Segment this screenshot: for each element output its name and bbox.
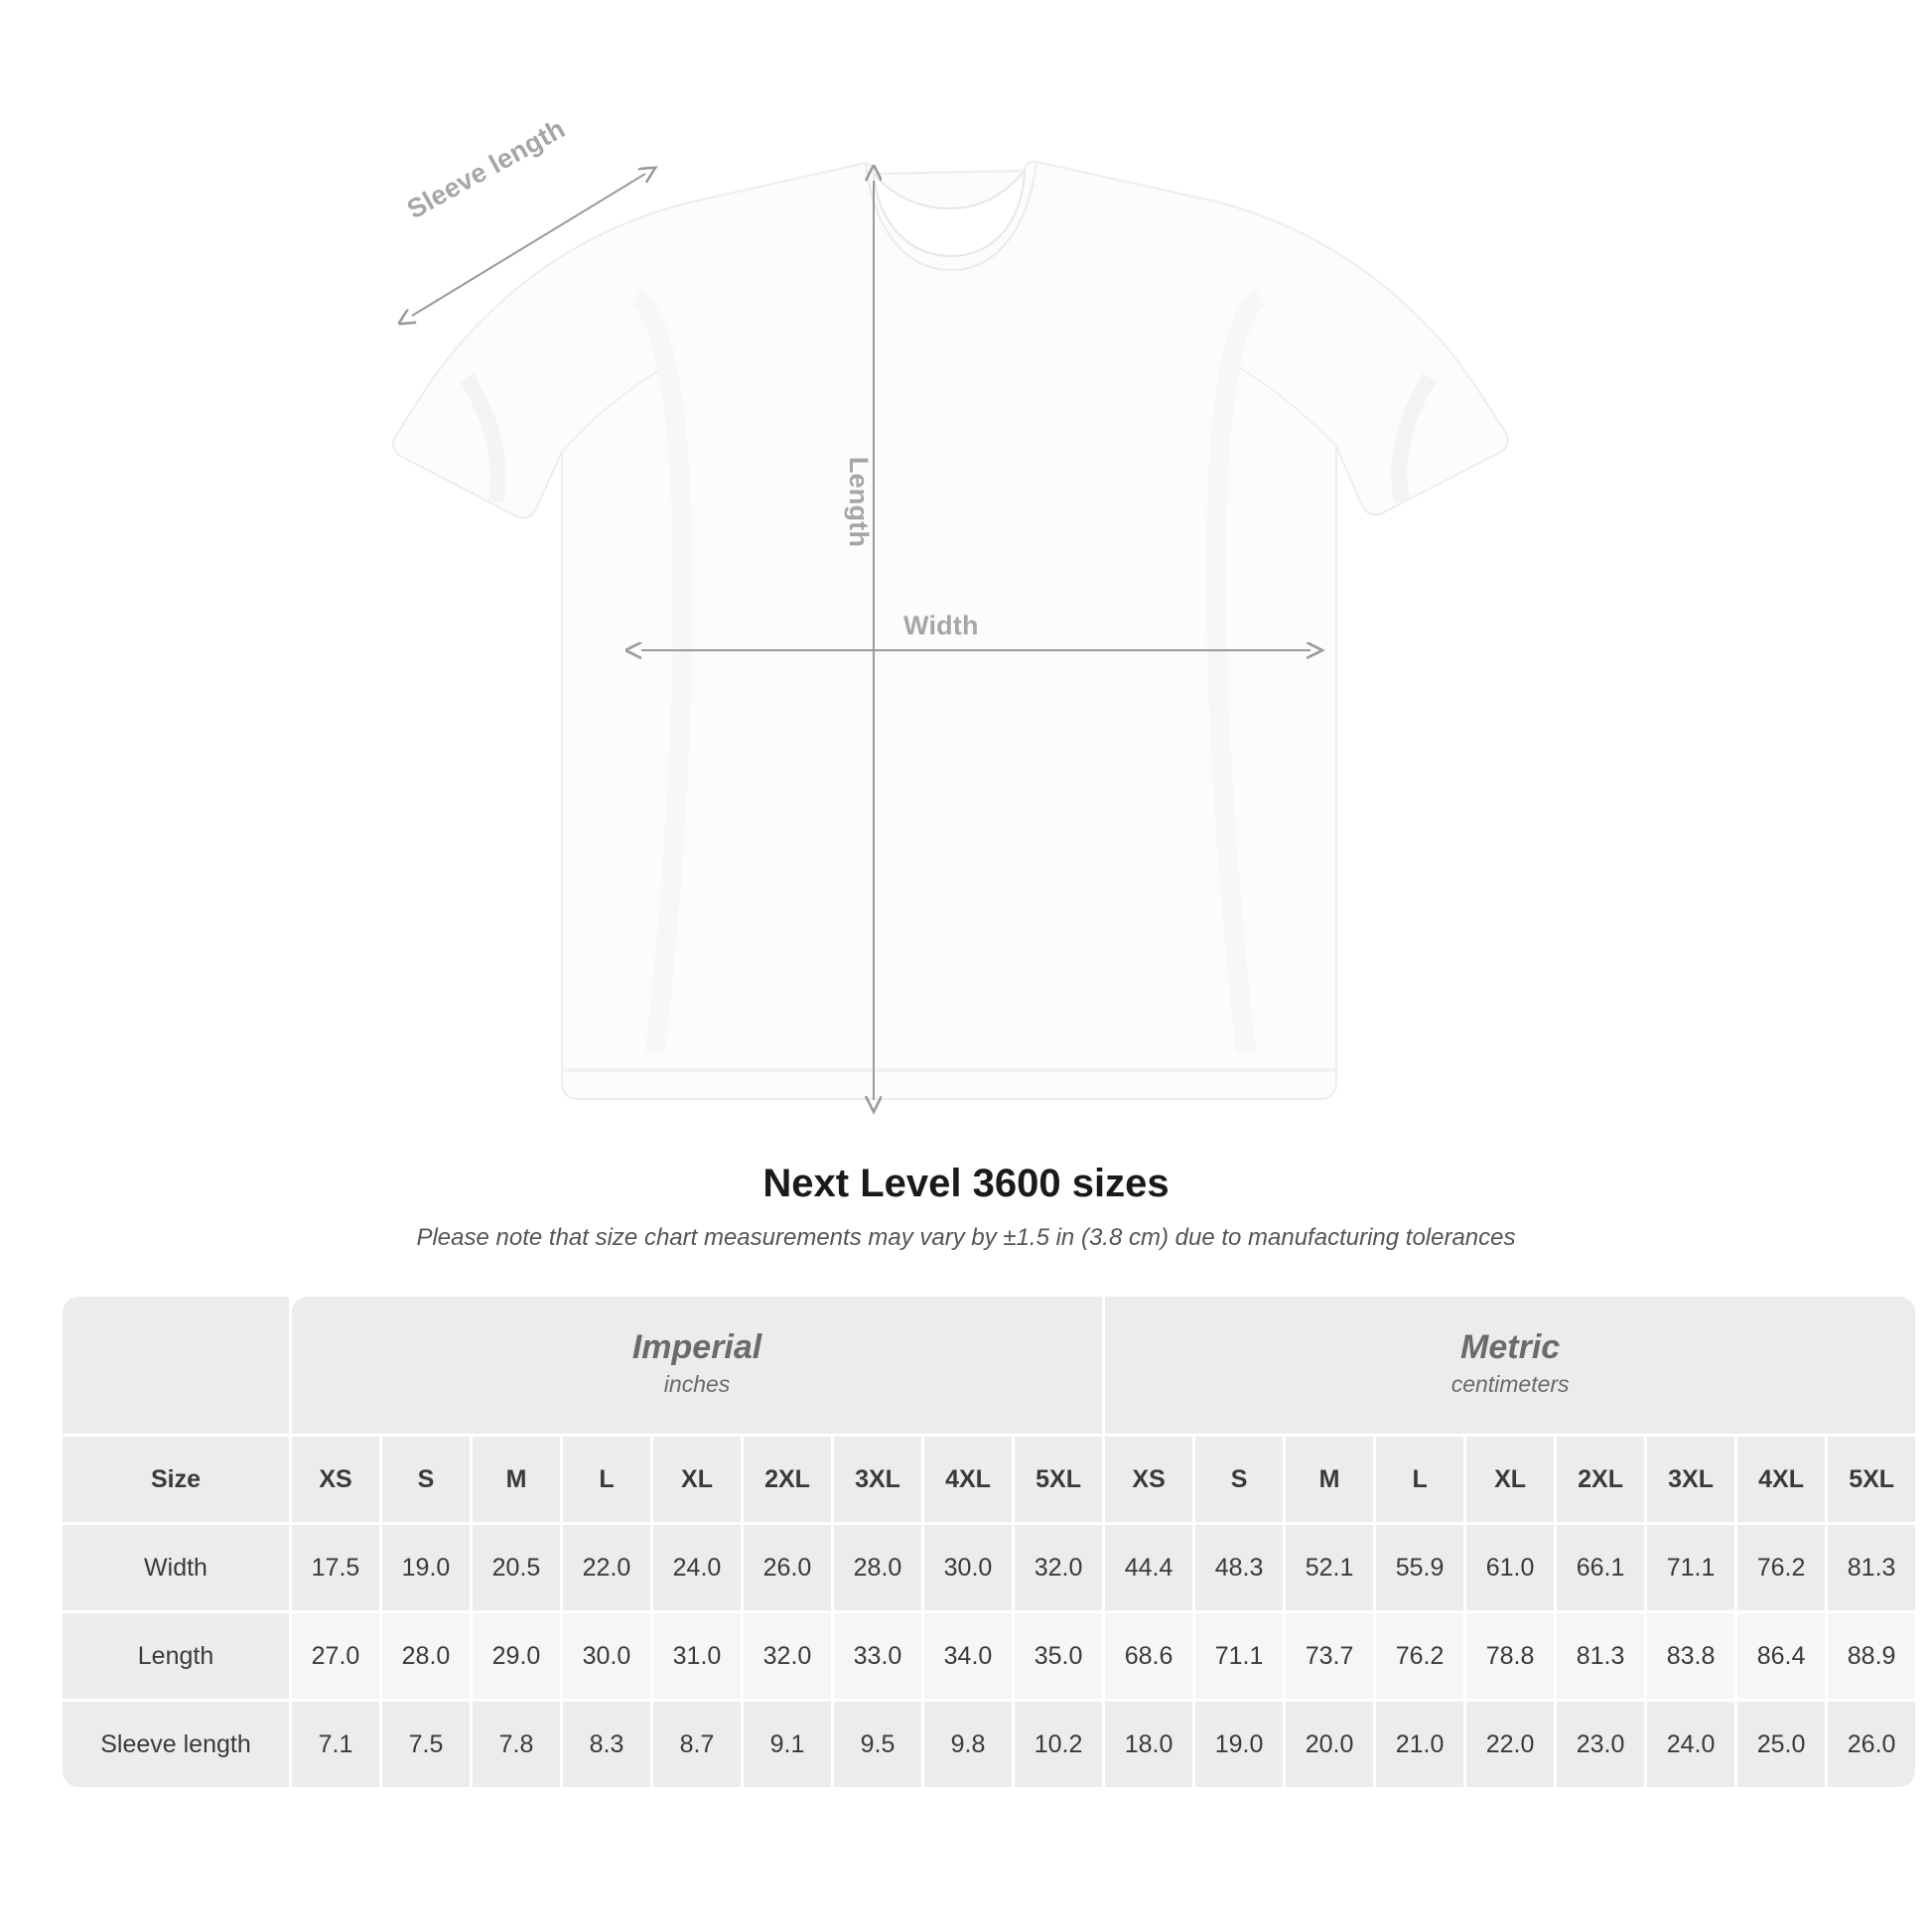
- cell-width-metric-5xl: 81.3: [1828, 1525, 1915, 1610]
- cell-width-imperial-m: 20.5: [473, 1525, 560, 1610]
- size-cell-metric-2xl: 2XL: [1557, 1437, 1644, 1522]
- page-title: Next Level 3600 sizes: [762, 1162, 1170, 1205]
- cell-length-metric-l: 76.2: [1376, 1613, 1463, 1699]
- size-header-row: [63, 1437, 1915, 1522]
- corner-cell: [63, 1297, 289, 1434]
- cell-width-metric-4xl: 76.2: [1737, 1525, 1825, 1610]
- cell-sleeve-metric-4xl: 25.0: [1737, 1702, 1825, 1787]
- unit-header-metric: [1105, 1297, 1915, 1434]
- cell-sleeve-imperial-5xl: 10.2: [1015, 1702, 1102, 1787]
- size-cell-imperial-m: M: [473, 1437, 560, 1522]
- cell-width-metric-2xl: 66.1: [1557, 1525, 1644, 1610]
- cell-sleeve-imperial-l: 8.3: [563, 1702, 650, 1787]
- cell-width-imperial-2xl: 26.0: [744, 1525, 831, 1610]
- cell-width-imperial-xl: 24.0: [653, 1525, 741, 1610]
- cell-width-imperial-5xl: 32.0: [1015, 1525, 1102, 1610]
- size-cell-imperial-l: L: [563, 1437, 650, 1522]
- cell-sleeve-imperial-4xl: 9.8: [924, 1702, 1012, 1787]
- cell-sleeve-metric-l: 21.0: [1376, 1702, 1463, 1787]
- unit-sub-imperial: inches: [663, 1371, 731, 1398]
- unit-header-row: [63, 1297, 1915, 1434]
- size-cell-metric-3xl: 3XL: [1647, 1437, 1734, 1522]
- cell-sleeve-imperial-s: 7.5: [382, 1702, 470, 1787]
- width-label: Width: [903, 611, 979, 640]
- cell-width-imperial-4xl: 30.0: [924, 1525, 1012, 1610]
- size-cell-imperial-s: S: [382, 1437, 470, 1522]
- cell-sleeve-metric-5xl: 26.0: [1828, 1702, 1915, 1787]
- cell-sleeve-metric-m: 20.0: [1286, 1702, 1373, 1787]
- cell-sleeve-metric-xl: 22.0: [1466, 1702, 1554, 1787]
- table-row: [63, 1525, 1915, 1610]
- size-cell-imperial-3xl: 3XL: [834, 1437, 921, 1522]
- cell-width-metric-xs: 44.4: [1105, 1525, 1192, 1610]
- size-cell-imperial-2xl: 2XL: [744, 1437, 831, 1522]
- cell-sleeve-metric-2xl: 23.0: [1557, 1702, 1644, 1787]
- cell-sleeve-metric-s: 19.0: [1195, 1702, 1283, 1787]
- cell-length-metric-m: 73.7: [1286, 1613, 1373, 1699]
- cell-length-imperial-xl: 31.0: [653, 1613, 741, 1699]
- cell-length-imperial-4xl: 34.0: [924, 1613, 1012, 1699]
- cell-width-metric-xl: 61.0: [1466, 1525, 1554, 1610]
- cell-width-imperial-s: 19.0: [382, 1525, 470, 1610]
- size-cell-metric-s: S: [1195, 1437, 1283, 1522]
- size-cell-metric-xs: XS: [1105, 1437, 1192, 1522]
- cell-length-imperial-xs: 27.0: [292, 1613, 379, 1699]
- cell-length-metric-4xl: 86.4: [1737, 1613, 1825, 1699]
- size-chart-table: [60, 1294, 1918, 1790]
- row-label-width: Width: [63, 1525, 289, 1610]
- tolerance-note: Please note that size chart measurements may vary by ±1.5 in (3.8 cm) due to manufacturing tolerances: [416, 1224, 1516, 1251]
- unit-header-imperial: [292, 1297, 1102, 1434]
- size-cell-metric-5xl: 5XL: [1828, 1437, 1915, 1522]
- cell-sleeve-imperial-xs: 7.1: [292, 1702, 379, 1787]
- cell-width-imperial-xs: 17.5: [292, 1525, 379, 1610]
- cell-sleeve-metric-3xl: 24.0: [1647, 1702, 1734, 1787]
- cell-length-imperial-3xl: 33.0: [834, 1613, 921, 1699]
- cell-width-metric-3xl: 71.1: [1647, 1525, 1734, 1610]
- unit-name-imperial: Imperial: [631, 1328, 762, 1367]
- row-label-sleeve-length: Sleeve length: [63, 1702, 289, 1787]
- size-cell-imperial-xl: XL: [653, 1437, 741, 1522]
- size-cell-metric-m: M: [1286, 1437, 1373, 1522]
- cell-length-imperial-s: 28.0: [382, 1613, 470, 1699]
- cell-width-metric-l: 55.9: [1376, 1525, 1463, 1610]
- table-row: [63, 1613, 1915, 1699]
- cell-width-imperial-l: 22.0: [563, 1525, 650, 1610]
- cell-sleeve-imperial-m: 7.8: [473, 1702, 560, 1787]
- cell-width-metric-s: 48.3: [1195, 1525, 1283, 1610]
- length-label: Length: [844, 457, 874, 548]
- cell-length-imperial-l: 30.0: [563, 1613, 650, 1699]
- cell-length-imperial-5xl: 35.0: [1015, 1613, 1102, 1699]
- size-cell-metric-xl: XL: [1466, 1437, 1554, 1522]
- cell-length-metric-xs: 68.6: [1105, 1613, 1192, 1699]
- cell-length-metric-s: 71.1: [1195, 1613, 1283, 1699]
- cell-length-metric-xl: 78.8: [1466, 1613, 1554, 1699]
- table-row: [63, 1702, 1915, 1787]
- cell-width-imperial-3xl: 28.0: [834, 1525, 921, 1610]
- row-label-length: Length: [63, 1613, 289, 1699]
- cell-sleeve-imperial-2xl: 9.1: [744, 1702, 831, 1787]
- title-block: [0, 1162, 1932, 1252]
- size-cell-metric-4xl: 4XL: [1737, 1437, 1825, 1522]
- cell-sleeve-imperial-3xl: 9.5: [834, 1702, 921, 1787]
- size-cell-imperial-xs: XS: [292, 1437, 379, 1522]
- unit-name-metric: Metric: [1460, 1328, 1561, 1367]
- cell-length-metric-3xl: 83.8: [1647, 1613, 1734, 1699]
- cell-width-metric-m: 52.1: [1286, 1525, 1373, 1610]
- size-cell-metric-l: L: [1376, 1437, 1463, 1522]
- size-cell-imperial-5xl: 5XL: [1015, 1437, 1102, 1522]
- cell-sleeve-imperial-xl: 8.7: [653, 1702, 741, 1787]
- size-header-cell: Size: [63, 1437, 289, 1522]
- cell-length-imperial-2xl: 32.0: [744, 1613, 831, 1699]
- size-table-wrapper: [60, 1294, 1896, 1790]
- cell-sleeve-metric-xs: 18.0: [1105, 1702, 1192, 1787]
- cell-length-metric-5xl: 88.9: [1828, 1613, 1915, 1699]
- cell-length-metric-2xl: 81.3: [1557, 1613, 1644, 1699]
- cell-length-imperial-m: 29.0: [473, 1613, 560, 1699]
- sleeve-length-label: Sleeve length: [402, 113, 571, 225]
- unit-sub-metric: centimeters: [1450, 1371, 1570, 1398]
- size-cell-imperial-4xl: 4XL: [924, 1437, 1012, 1522]
